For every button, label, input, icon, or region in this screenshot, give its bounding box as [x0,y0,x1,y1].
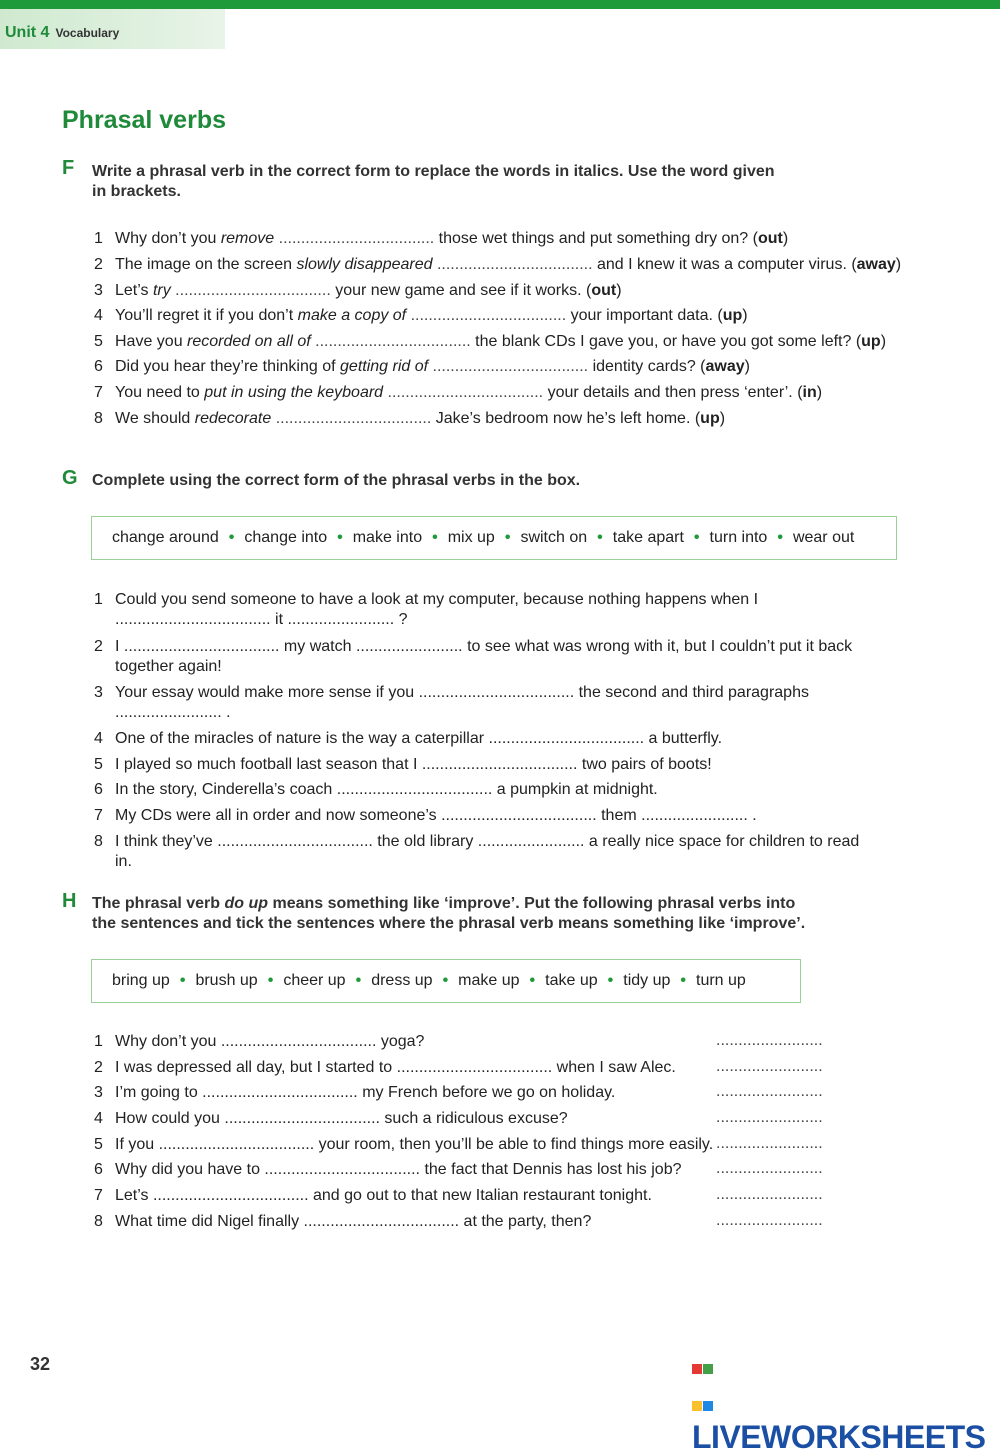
box-word: change around [112,529,219,546]
item-text: Did you hear they’re thinking of [115,358,341,375]
item-text: identity cards? [592,358,701,375]
bullet-icon: • [607,972,614,989]
section-h-instr-a: The phrasal verb [92,895,225,912]
bracket-word-text: in [802,384,817,401]
item-text: your important data. [570,307,718,324]
item-number: 1 [94,230,103,247]
item-text-block [115,806,865,826]
bracket-word-text: out [757,230,783,247]
item-number: 2 [94,638,103,655]
item-number: 7 [94,384,103,401]
page-number: 32 [30,1354,51,1374]
bracket-word-text: away [705,358,745,375]
answer-blank: ................................... [274,230,439,247]
box-word: dress up [371,972,433,989]
item-line: Could you send someone to have a look at my computer, because nothing happens when I [115,591,759,608]
section-f-instr-line2: in brackets. [92,183,181,200]
item-text: your details and then press ‘enter’. [547,384,798,401]
item-number: 3 [94,282,103,299]
bullet-icon: • [228,529,235,546]
exercise-item [94,383,914,403]
unit-header [5,24,119,42]
bullet-icon: • [179,972,186,989]
exercise-item [94,306,914,326]
tick-blank: ........................ [716,1186,823,1203]
section-h-instructions [92,894,805,934]
item-text: Let’s ................................... and go out to that new Italian restaurant tonight. [115,1187,652,1204]
answer-blank: ................................... [271,410,436,427]
bracket-word: (out) [752,230,789,247]
item-text-block [115,832,865,872]
item-line: together again! [115,658,222,675]
bullet-icon: • [777,529,783,546]
item-number: 7 [94,1187,103,1204]
item-number: 6 [94,781,103,798]
item-text: You’ll regret it if you don’t [115,307,298,324]
tick-blank: ........................ [716,1083,823,1100]
item-text: the blank CDs I gave you, or have you got some left? [475,333,856,350]
bullet-icon: • [504,529,511,546]
item-number: 6 [94,1161,103,1178]
box-word: make into [352,529,423,546]
item-number: 8 [94,410,103,427]
item-number: 4 [94,730,103,747]
tick-blank: ........................ [716,1058,823,1075]
exercise-item [94,590,914,630]
item-number: 3 [94,1084,103,1101]
item-number: 3 [94,684,103,701]
box-word: change into [244,529,328,546]
box-word: take up [545,972,598,989]
item-text: We should [115,410,195,427]
item-line: I played so much football last season that I ................................... two pairs of boots! [115,756,712,773]
exercise-item [94,357,914,377]
box-word: wear out [792,529,855,546]
liveworksheets-logo [692,1346,1000,1456]
exercise-item [94,755,914,775]
exercise-item [94,780,914,800]
item-italic: getting rid of [340,358,429,375]
item-line: ........................ . [115,704,231,721]
item-line: I think they’ve ................................... the old library ........................ a really nice space for children to read in. [115,833,860,870]
box-word: make up [458,972,520,989]
item-text: You need to [115,384,205,401]
answer-blank: ................................... [406,307,571,324]
bracket-word: (away) [700,358,750,375]
item-number: 6 [94,358,103,375]
item-number: 1 [94,1033,103,1050]
box-word: brush up [195,972,258,989]
brand-text: LIVEWORKSHEETS [692,1419,986,1455]
item-text: Why don’t you [115,230,221,247]
bracket-word: (in) [797,384,823,401]
item-text: Jake’s bedroom now he’s left home. [435,410,695,427]
item-line: Your essay would make more sense if you ................................... the second and third paragraphs [115,684,809,701]
item-number: 8 [94,833,103,850]
item-text: The image on the screen [115,256,297,273]
item-text: Why don’t you ................................... yoga? [115,1033,425,1050]
box-word: switch on [520,529,588,546]
section-h-word-box [91,959,801,1003]
item-number: 4 [94,307,103,324]
item-number: 2 [94,1059,103,1076]
item-number: 5 [94,333,103,350]
item-text: I’m going to ................................... my French before we go on holiday. [115,1084,616,1101]
section-h-instr-italic: do up [224,895,269,912]
item-line: My CDs were all in order and now someone’s ................................... them ........................ . [115,807,757,824]
item-text: and I knew it was a computer virus. [597,256,852,273]
bullet-icon: • [432,529,438,546]
box-word: turn up [696,972,746,989]
item-italic: redecorate [194,410,272,427]
item-line: One of the miracles of nature is the way a caterpillar ................................... a butterfly. [115,730,723,747]
item-number: 5 [94,756,103,773]
exercise-item [94,281,914,301]
item-number: 4 [94,1110,103,1127]
tick-blank: ........................ [716,1109,823,1126]
section-g-word-box [91,516,897,560]
section-label: Vocabulary [55,26,120,40]
item-italic: put in using the keyboard [204,384,384,401]
exercise-item [94,729,914,749]
bracket-word: (away) [851,256,902,273]
item-text: How could you ................................... such a ridiculous excuse? [115,1110,568,1127]
item-text: your new game and see if it works. [335,282,586,299]
section-g-instructions: Complete using the correct form of the phrasal verbs in the box. [92,472,581,489]
brand-grid-icon [692,1346,714,1368]
section-h-instr-line1 [92,894,805,914]
answer-blank: ................................... [310,333,476,350]
item-text-block [115,755,865,775]
bracket-word: (up) [855,333,887,350]
answer-blank: ................................... [428,358,593,375]
box-word: tidy up [623,972,671,989]
item-text: What time did Nigel finally ................................... at the party, then? [115,1213,592,1230]
section-f-letter: F [62,157,75,179]
top-green-bar [0,0,1000,9]
item-text: Why did you have to ................................... the fact that Dennis has lost his job? [115,1161,682,1178]
item-text-block [115,590,865,630]
bullet-icon: • [355,972,362,989]
section-g-letter: G [62,467,78,489]
item-line: ................................... it ........................ ? [115,611,408,628]
exercise-item [94,637,914,677]
item-line: In the story, Cinderella’s coach ................................... a pumpkin at midnight. [115,781,658,798]
item-italic: slowly disappeared [296,256,433,273]
item-italic: make a copy of [297,307,407,324]
item-italic: recorded on all of [187,333,311,350]
item-number: 2 [94,256,103,273]
section-h-letter: H [62,890,77,912]
bracket-word-text: away [856,256,896,273]
bracket-word-text: up [861,333,881,350]
box-word: mix up [447,529,495,546]
item-text: Let’s [115,282,153,299]
tick-blank: ........................ [716,1032,823,1049]
bracket-word: (up) [717,307,748,324]
box-word: cheer up [283,972,346,989]
box-word: bring up [112,972,170,989]
item-text: I was depressed all day, but I started to ................................... when I saw Alec. [115,1059,676,1076]
tick-blank: ........................ [716,1160,823,1177]
answer-blank: ................................... [170,282,336,299]
bullet-icon: • [680,972,686,989]
item-italic: try [152,282,171,299]
item-number: 5 [94,1136,103,1153]
bullet-icon: • [529,972,536,989]
bracket-word-text: up [722,307,743,324]
exercise-item [94,806,914,826]
exercise-item [94,255,914,275]
bracket-word-text: out [591,282,617,299]
bracket-word: (up) [694,410,726,427]
section-f-instr-line1: Write a phrasal verb in the correct form to replace the words in italics. Use the word given [92,163,775,180]
page-title: Phrasal verbs [62,106,226,134]
exercise-item [94,409,914,429]
section-h-instr-b: means something like ‘improve’. Put the following phrasal verbs into [268,895,796,912]
bullet-icon: • [337,529,343,546]
bullet-icon: • [597,529,603,546]
bullet-icon: • [267,972,274,989]
section-h-instr-line2: the sentences and tick the sentences where the phrasal verb means something like ‘improve’. [92,915,806,932]
item-line: I ................................... my watch ........................ to see what was wrong with it, but I couldn’t put it back [115,638,853,655]
item-text-block [115,683,865,723]
tick-blank: ........................ [716,1212,823,1229]
exercise-item [94,683,914,723]
item-text-block [115,637,865,677]
box-word: take apart [612,529,684,546]
section-f-instructions [92,162,775,202]
answer-blank: ................................... [432,256,597,273]
bracket-word: (out) [586,282,622,299]
exercise-item [94,832,914,872]
item-text-block [115,780,865,800]
box-word: turn into [709,529,768,546]
item-text: If you ................................... your room, then you’ll be able to find things more easily. [115,1136,714,1153]
item-number: 1 [94,591,103,608]
item-text: those wet things and put something dry on? [438,230,753,247]
answer-blank: ................................... [383,384,548,401]
item-number: 8 [94,1213,103,1230]
bullet-icon: • [693,529,700,546]
item-text: Have you [115,333,188,350]
item-number: 7 [94,807,103,824]
unit-label: Unit 4 [5,24,50,41]
bracket-word-text: up [700,410,720,427]
tick-blank: ........................ [716,1135,823,1152]
exercise-item [94,332,914,352]
item-italic: remove [220,230,275,247]
item-text-block [115,729,865,749]
exercise-item [94,229,914,249]
bullet-icon: • [442,972,449,989]
